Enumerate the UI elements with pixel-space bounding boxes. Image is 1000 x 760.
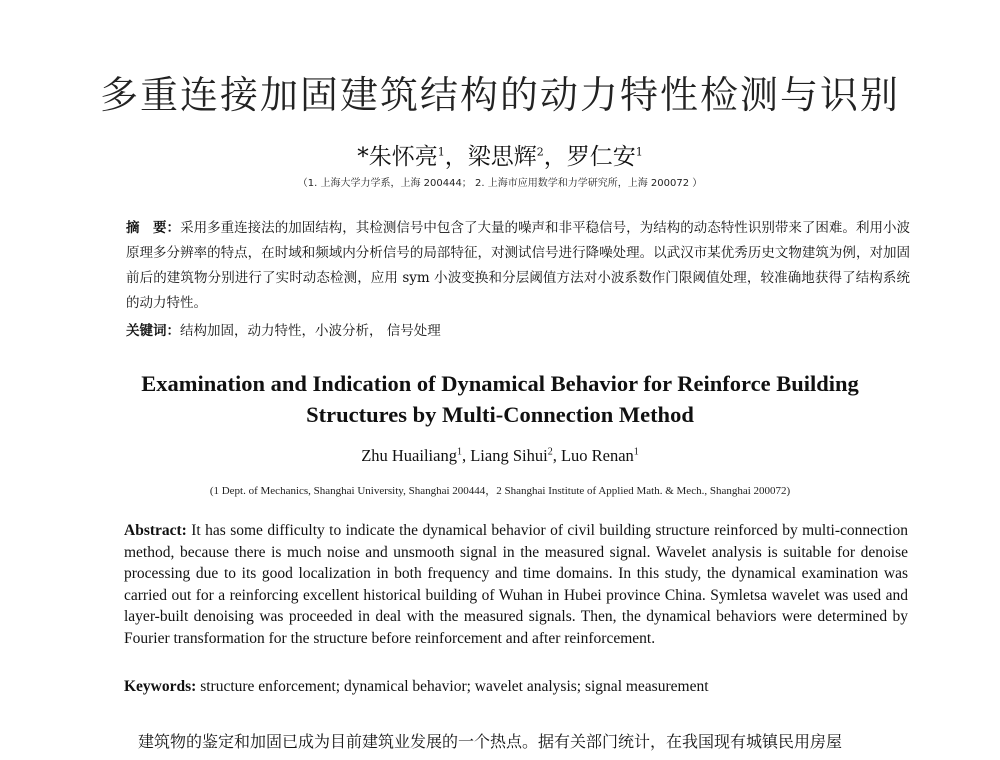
english-author-2: Liang Sihui [470,446,548,465]
english-abstract [124,520,908,649]
chinese-keywords-text: 结构加固，动力特性，小波分析， 信号处理 [180,323,441,339]
english-title [100,368,900,430]
english-author-1: Zhu Huailiang [361,446,457,465]
chinese-author-2-affil-mark: 2 [536,145,544,159]
english-authors [0,446,1000,466]
author-separator: , [461,446,471,465]
chinese-author-3-affil-mark: 1 [635,145,643,159]
body-paragraph: 建筑物的鉴定和加固已成为目前建筑业发展的一个热点。据有关部门统计，在我国现有城镇民用房屋 [138,732,843,751]
chinese-abstract-label: 摘 要： [126,220,181,236]
chinese-author-2: 梁思辉 [467,144,537,170]
english-affiliation: (1 Dept. of Mechanics, Shanghai University, Shanghai 200444，2 Shanghai Institute of Applied Math. & Mech., Shanghai 200072) [209,485,791,497]
chinese-author-1: *朱怀亮 [357,144,438,170]
chinese-title: 多重连接加固建筑结构的动力特性检测与识别 [99,73,900,117]
english-keywords-text: structure enforcement; dynamical behavior; wavelet analysis; signal measurement [196,678,709,695]
english-author-2-affil-mark: 2 [547,446,553,458]
chinese-author-1-affil-mark: 1 [437,145,445,159]
english-abstract-text: It has some difficulty to indicate the dynamical behavior of civil building structure reinforced by multi-connection method, because there is much noise and unsmooth signal in the measured signal. Wavelet analysis is suitable for denoise processing due to its good localization in both frequency and time domains. In this study, the dynamical examination was carried out for a reinforcing excellent historical building of Wuhan in Hubei province China. Symletsa wavelet was used and layer-built denoising was proceeded in deal with the measured signals. Then, the dynamical behaviors were determined by Fourier transformation for the structure before reinforcement and after reinforcement. [124,522,908,647]
author-separator: ， [444,144,468,170]
chinese-keywords-label: 关键词： [126,323,180,339]
english-author-1-affil-mark: 1 [456,446,462,458]
chinese-keywords [126,319,910,344]
chinese-authors [0,138,1000,171]
english-abstract-label: Abstract: [124,522,187,539]
author-separator: ， [543,144,567,170]
chinese-abstract [126,216,910,316]
english-title-line-2: Structures by Multi-Connection Method [306,402,694,427]
chinese-abstract-text: 采用多重连接法的加固结构，其检测信号中包含了大量的噪声和非平稳信号，为结构的动态特性识别带来了困难。利用小波原理多分辨率的特点，在时域和频域内分析信号的局部特征，对测试信号进行降噪处理。以武汉市某优秀历史文物建筑为例，对加固前后的建筑物分别进行了实时动态检测，应用 sym 小波变换和分层阈值方法对小波系数作门限阈值处理，较准确地获得了结构系统的动力特性。 [126,220,911,311]
chinese-author-3: 罗仁安 [566,144,636,170]
author-separator: , [552,446,561,465]
english-title-line-1: Examination and Indication of Dynamical Behavior for Reinforce Building [141,371,859,396]
english-keywords-label: Keywords: [124,678,197,695]
chinese-affiliation: （1. 上海大学力学系，上海 200444； 2. 上海市应用数学和力学研究所，上海 200072 ） [297,178,703,189]
english-author-3-affil-mark: 1 [633,446,639,458]
english-author-3: Luo Renan [560,446,634,465]
english-keywords [124,676,908,697]
